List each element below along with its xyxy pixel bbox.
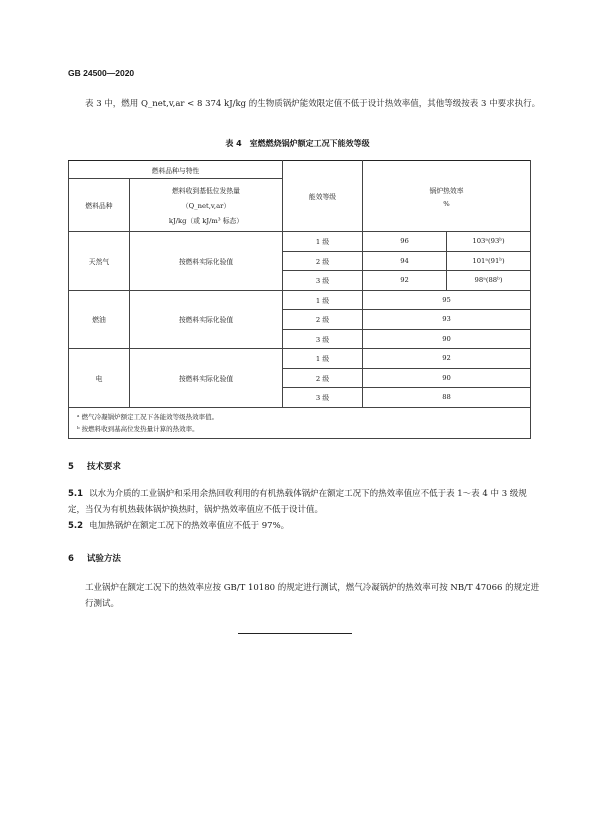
efficiency-cell: 93 <box>363 310 531 330</box>
intro-paragraph: 表 3 中，燃用 Q_net,v,ar < 8 374 kJ/kg 的生物质锅炉能效限定值不低于设计热效率值，其他等级按表 3 中要求执行。 <box>85 99 541 109</box>
efficiency-cell: 88 <box>363 388 531 408</box>
fuel-natural-gas: 天然气 <box>69 232 130 291</box>
clause-number: 5.2 <box>68 521 84 531</box>
grade-cell: 3 级 <box>283 329 363 349</box>
heating-value-electric: 按燃料实际化验值 <box>130 349 283 408</box>
grade-cell: 2 级 <box>283 251 363 271</box>
section-5-heading <box>68 460 121 472</box>
clause-text: 以水为介质的工业锅炉和采用余热回收利用的有机热载体锅炉在额定工况下的热效率值应不低于表 1～表 4 中 3 级规定，当仅为有机热载体锅炉换热时，锅炉热效率值应不低于设计值。 <box>68 489 527 515</box>
heating-value-symbol: （Q_net,v,ar） <box>181 202 231 210</box>
efficiency-cell: 92 <box>363 271 447 291</box>
table-title: 表 4 室燃燃烧锅炉额定工况下能效等级 <box>225 139 370 148</box>
efficiency-unit: % <box>443 199 450 208</box>
grade-cell: 1 级 <box>283 232 363 252</box>
efficiency-table <box>68 160 531 439</box>
heating-value-oil: 按燃料实际化验值 <box>130 290 283 349</box>
fuel-electric: 电 <box>69 349 130 408</box>
efficiency-condensing-cell: 103ᵃ(93ᵇ) <box>447 232 531 252</box>
efficiency-cell: 96 <box>363 232 447 252</box>
section-number: 5 <box>68 462 76 472</box>
efficiency-cell: 90 <box>363 329 531 349</box>
section-6-text: 工业锅炉在额定工况下的热效率应按 GB/T 10180 的规定进行测试，燃气冷凝锅炉的热效率可按 NB/T 47066 的规定进行测试。 <box>85 583 540 609</box>
heating-value-label: 燃料收到基低位发热量 <box>172 187 240 195</box>
heating-value-unit: kJ/kg（或 kJ/m³ 标态） <box>168 217 244 225</box>
section-number: 6 <box>68 554 76 564</box>
clause-number: 5.1 <box>68 489 84 499</box>
efficiency-header <box>363 161 531 232</box>
fuel-group-header: 燃料品种与特性 <box>69 161 283 179</box>
table-note: ᵇ 按燃料收到基高位发热量计算的热效率。 <box>77 424 199 433</box>
section-title: 技术要求 <box>86 462 121 472</box>
grade-cell: 2 级 <box>283 368 363 388</box>
clause-5-1 <box>68 486 530 518</box>
end-of-document-rule <box>238 633 352 634</box>
efficiency-condensing-cell: 101ᵃ(91ᵇ) <box>447 251 531 271</box>
section-6-heading <box>68 552 121 564</box>
heating-value-header <box>130 179 283 232</box>
heating-value-natural-gas: 按燃料实际化验值 <box>130 232 283 291</box>
table-note: ᵃ 燃气冷凝锅炉额定工况下各能效等级热效率值。 <box>77 412 219 421</box>
efficiency-cell: 95 <box>363 290 531 310</box>
section-title: 试验方法 <box>86 554 121 564</box>
fuel-type-header: 燃料品种 <box>69 179 130 232</box>
clause-text: 电加热锅炉在额定工况下的热效率值应不低于 97%。 <box>89 521 290 531</box>
efficiency-cell: 90 <box>363 368 531 388</box>
grade-cell: 2 级 <box>283 310 363 330</box>
grade-cell: 3 级 <box>283 271 363 291</box>
grade-cell: 1 级 <box>283 349 363 369</box>
standard-code-header: GB 24500—2020 <box>68 68 135 78</box>
efficiency-cell: 92 <box>363 349 531 369</box>
efficiency-condensing-cell: 98ᵃ(88ᵇ) <box>447 271 531 291</box>
grade-cell: 3 级 <box>283 388 363 408</box>
grade-cell: 1 级 <box>283 290 363 310</box>
clause-5-2 <box>68 518 530 534</box>
fuel-oil: 燃油 <box>69 290 130 349</box>
table-notes <box>69 407 531 438</box>
efficiency-cell: 94 <box>363 251 447 271</box>
grade-header: 能效等级 <box>283 161 363 232</box>
efficiency-header-label: 锅炉热效率 <box>429 186 464 195</box>
